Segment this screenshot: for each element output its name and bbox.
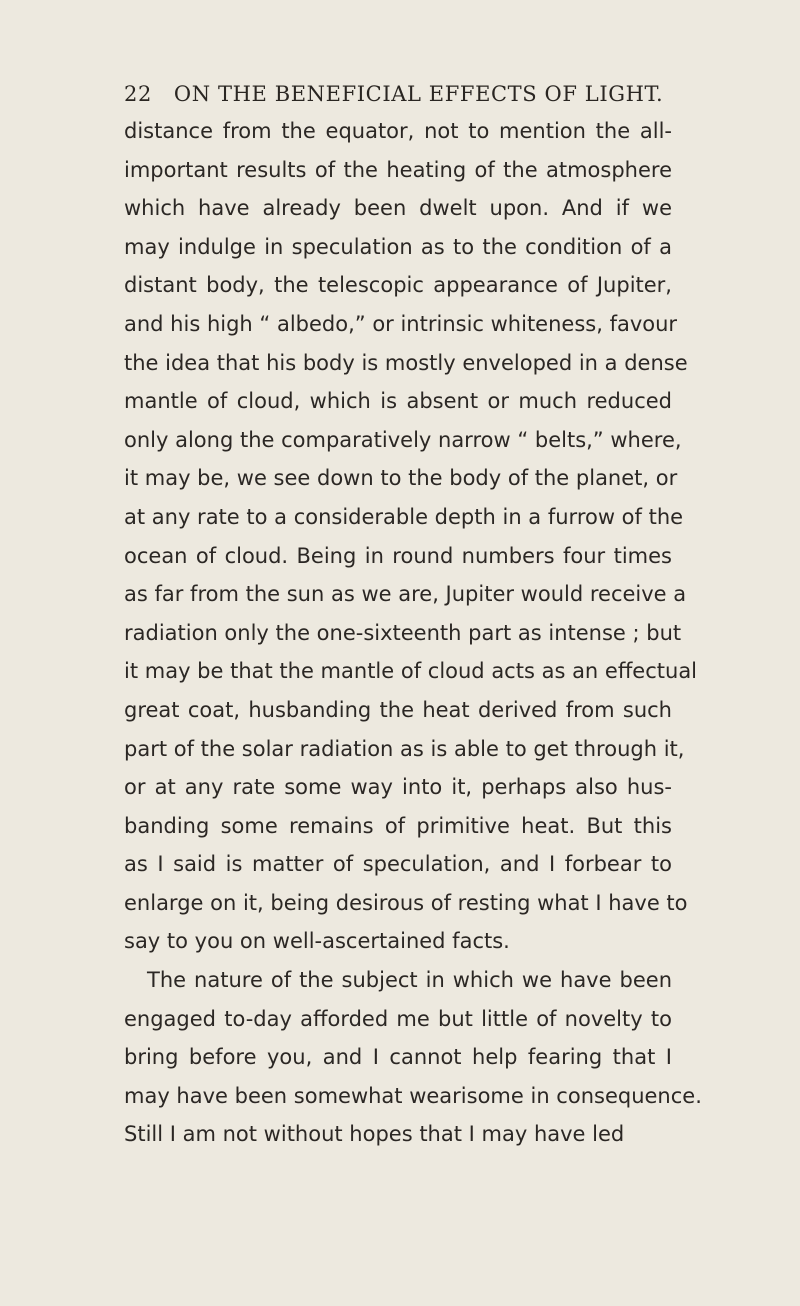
text-line: which have already been dwelt upon. And if we — [124, 196, 672, 221]
text-line: important results of the heating of the atmosphere — [124, 157, 672, 182]
text-line: it may be that the mantle of cloud acts as an effectual — [124, 659, 698, 684]
running-title: ON THE BENEFICIAL EFFECTS OF LIGHT. — [173, 82, 664, 106]
text-line: engaged to-day afforded me but little of novelty to — [124, 1006, 672, 1031]
text-line: as I said is matter of speculation, and I forbear to — [124, 852, 672, 877]
text-line: distant body, the telescopic appearance of Jupiter, — [124, 273, 672, 298]
text-line: only along the comparatively narrow “ belts,” where, — [124, 427, 682, 452]
text-line: may have been somewhat wearisome in consequence. — [124, 1083, 702, 1108]
text-line: it may be, we see down to the body of the planet, or — [124, 466, 678, 491]
text-line: the idea that his body is mostly enveloped in a dense — [124, 350, 688, 375]
text-line: great coat, husbanding the heat derived from such — [124, 697, 672, 722]
text-line: ocean of cloud. Being in round numbers four times — [124, 543, 672, 568]
text-line: may indulge in speculation as to the condition of a — [124, 234, 672, 259]
text-line: banding some remains of primitive heat. But this — [124, 813, 672, 838]
paragraph-2 — [124, 961, 702, 1154]
text-line: distance from the equator, not to mention the all- — [124, 119, 672, 143]
text-line: say to you on well-ascertained facts. — [124, 929, 510, 954]
page-number: 22 — [124, 82, 152, 106]
body-text — [124, 112, 702, 1154]
paragraph-1 — [124, 112, 698, 961]
running-header — [124, 82, 684, 106]
text-line: part of the solar radiation as is able to get through it, — [124, 736, 685, 761]
text-line: at any rate to a considerable depth in a furrow of the — [124, 504, 684, 529]
text-line: and his high “ albedo,” or intrinsic whiteness, favour — [124, 311, 678, 336]
text-line: mantle of cloud, which is absent or much reduced — [124, 389, 672, 414]
text-line: Still I am not without hopes that I may have led — [124, 1122, 625, 1147]
text-line: as far from the sun as we are, Jupiter would receive a — [124, 582, 687, 607]
text-line: The nature of the subject in which we have been — [147, 968, 672, 993]
text-line: bring before you, and I cannot help fearing that I — [124, 1045, 672, 1070]
text-line: enlarge on it, being desirous of resting what I have to — [124, 890, 688, 915]
text-line: radiation only the one-sixteenth part as intense ; but — [124, 620, 682, 645]
text-line: or at any rate some way into it, perhaps also hus- — [124, 775, 672, 800]
